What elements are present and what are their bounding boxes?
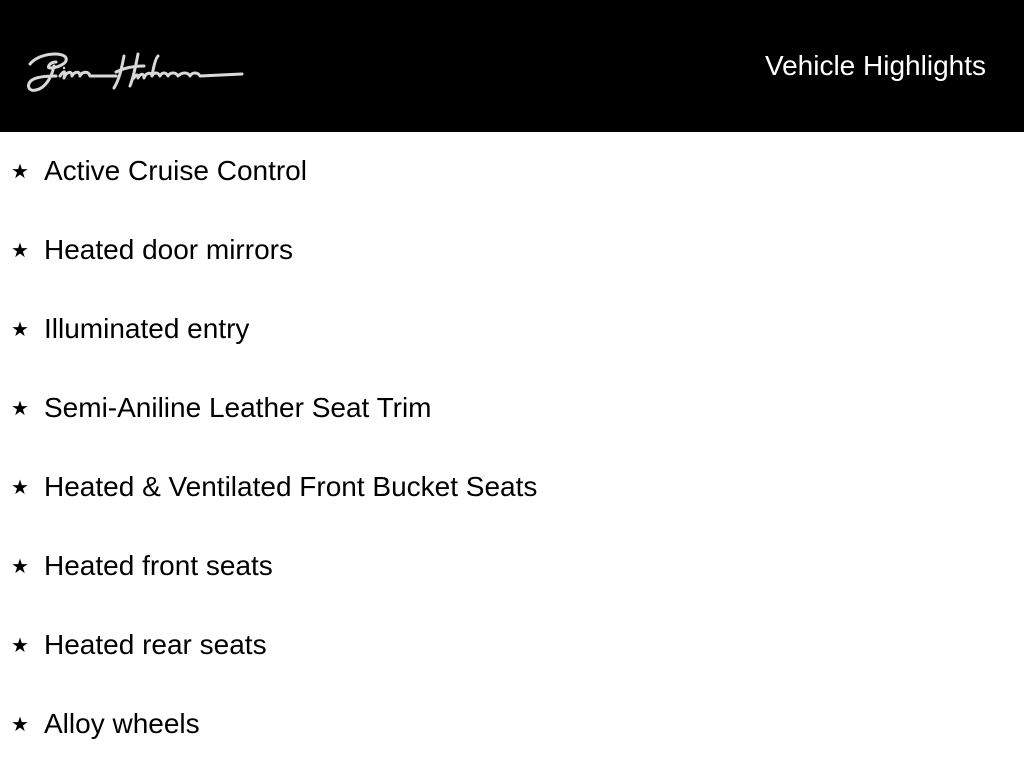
dealer-logo xyxy=(20,46,246,98)
page-title: Vehicle Highlights xyxy=(764,50,986,81)
list-item xyxy=(0,132,1024,211)
list-item xyxy=(0,527,1024,606)
highlight-label: Active Cruise Control xyxy=(44,155,307,186)
star-icon: ★ xyxy=(11,554,29,578)
highlight-label: Alloy wheels xyxy=(44,708,200,739)
list-item xyxy=(0,290,1024,369)
star-icon: ★ xyxy=(11,475,29,499)
star-icon: ★ xyxy=(11,712,29,736)
star-icon: ★ xyxy=(11,396,29,420)
star-icon: ★ xyxy=(11,633,29,657)
star-icon: ★ xyxy=(11,159,29,183)
star-icon: ★ xyxy=(11,317,29,341)
highlight-label: Heated door mirrors xyxy=(44,234,293,265)
highlight-label: Illuminated entry xyxy=(44,313,250,344)
list-item xyxy=(0,685,1024,764)
vehicle-highlights-list xyxy=(0,132,1024,764)
highlight-label: Semi-Aniline Leather Seat Trim xyxy=(44,392,432,423)
highlight-label: Heated & Ventilated Front Bucket Seats xyxy=(44,471,538,502)
highlight-label: Heated rear seats xyxy=(44,629,267,660)
star-icon: ★ xyxy=(11,238,29,262)
list-item xyxy=(0,369,1024,448)
list-item xyxy=(0,448,1024,527)
highlight-label: Heated front seats xyxy=(44,550,273,581)
list-item xyxy=(0,606,1024,685)
list-item xyxy=(0,211,1024,290)
header-bar xyxy=(0,0,1024,132)
